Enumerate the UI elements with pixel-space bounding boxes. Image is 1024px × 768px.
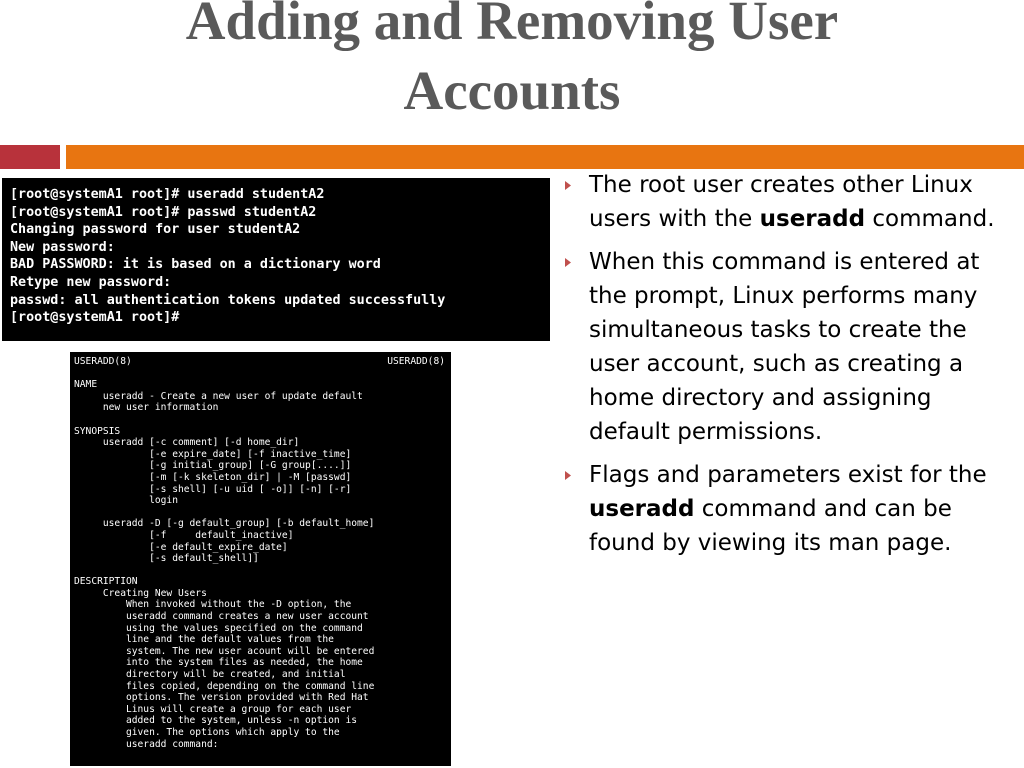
manpage-line: using the values specified on the command [74, 622, 363, 634]
bullet-text-after: command. [865, 206, 995, 232]
manpage-line: NAME [74, 379, 98, 391]
manpage-line: Linus will create a group for each user [74, 703, 352, 715]
accent-bar-left [0, 145, 60, 169]
manpage-line: SYNOPSIS [74, 425, 121, 437]
triangle-bullet-icon [562, 245, 576, 279]
manpage-line: [-e default_expire_date] [74, 541, 288, 553]
manpage-line: useradd command: [74, 738, 219, 750]
terminal-line: Retype new password: [10, 274, 172, 290]
manpage-header-right: USERADD(8) [387, 356, 445, 367]
manpage-line: [-s default_shell]] [74, 553, 259, 565]
manpage-header [74, 356, 447, 368]
terminal-line: [root@systemA1 root]# useradd studentA2 [10, 187, 325, 202]
manpage-line: into the system files as needed, the home [74, 657, 363, 669]
triangle-bullet-icon [562, 458, 576, 492]
manpage-line [74, 414, 447, 426]
manpage-line: [-g initial_group] [-G group[....]] [74, 460, 352, 472]
bullet-text: When this command is entered at the prompt, Linux performs many simultaneous tasks to create the user account, such as creating a home directory and assigning default permissions. [589, 249, 980, 445]
manpage-line: [-s shell] [-u uid [ -o]] [-n] [-r] [74, 483, 352, 495]
manpage-line: [-m [-k skeleton_dir] | -M [passwd] [74, 471, 352, 483]
accent-bar-right [66, 145, 1024, 169]
slide-title-line-1: Adding and Removing User [185, 0, 839, 51]
manpage-header-left: USERADD(8) [74, 356, 132, 367]
manpage-line: files copied, depending on the command line [74, 680, 375, 692]
manpage-screenshot [70, 352, 451, 766]
terminal-screenshot [2, 178, 550, 341]
manpage-line [74, 507, 447, 519]
manpage-line: new user information [74, 402, 219, 414]
manpage-line: directory will be created, and initial [74, 669, 346, 681]
manpage-line: useradd command creates a new user account [74, 611, 369, 623]
manpage-line [74, 368, 447, 380]
terminal-line: Changing password for user studentA2 [10, 222, 301, 238]
manpage-line: Creating New Users [74, 587, 207, 599]
terminal-line: New password: [10, 239, 115, 255]
slide-title [0, 0, 1024, 126]
terminal-line: BAD PASSWORD: it is based on a dictionary word [10, 257, 381, 273]
triangle-bullet-icon [562, 168, 576, 202]
bullet-list [558, 168, 998, 569]
bullet-item [558, 168, 998, 236]
manpage-line: [-e expire_date] [-f inactive_time] [74, 448, 352, 460]
bullet-bold-command: useradd [759, 206, 866, 232]
manpage-line: login [74, 495, 178, 507]
bullet-text-after: command and can be found by viewing its man page. [589, 496, 952, 556]
manpage-line: options. The version provided with Red Hat [74, 692, 369, 704]
manpage-line: useradd [-c comment] [-d home_dir] [74, 437, 300, 449]
bullet-text: Flags and parameters exist for the [589, 462, 987, 488]
bullet-bold-command: useradd [589, 496, 695, 522]
manpage-line: system. The new user acount will be entered [74, 645, 375, 657]
manpage-line: added to the system, unless -n option is [74, 715, 358, 727]
bullet-item [558, 458, 998, 560]
bullet-item [558, 245, 998, 449]
terminal-line: passwd: all authentication tokens updated successfully [10, 292, 446, 308]
manpage-line: line and the default values from the [74, 634, 334, 646]
manpage-line: When invoked without the -D option, the [74, 599, 352, 611]
manpage-line: DESCRIPTION [74, 576, 138, 588]
terminal-line: [root@systemA1 root]# [10, 310, 180, 326]
manpage-line: useradd -D [-g default_group] [-b default_home] [74, 518, 375, 530]
slide-title-line-2: Accounts [403, 60, 621, 121]
manpage-line [74, 565, 447, 577]
manpage-line: [-f default_inactive] [74, 529, 294, 541]
manpage-line: useradd - Create a new user of update default [74, 390, 363, 402]
manpage-line: given. The options which apply to the [74, 727, 340, 738]
bullet-text: The root user creates other Linux users with the [589, 172, 973, 232]
terminal-line: [root@systemA1 root]# passwd studentA2 [10, 204, 317, 220]
